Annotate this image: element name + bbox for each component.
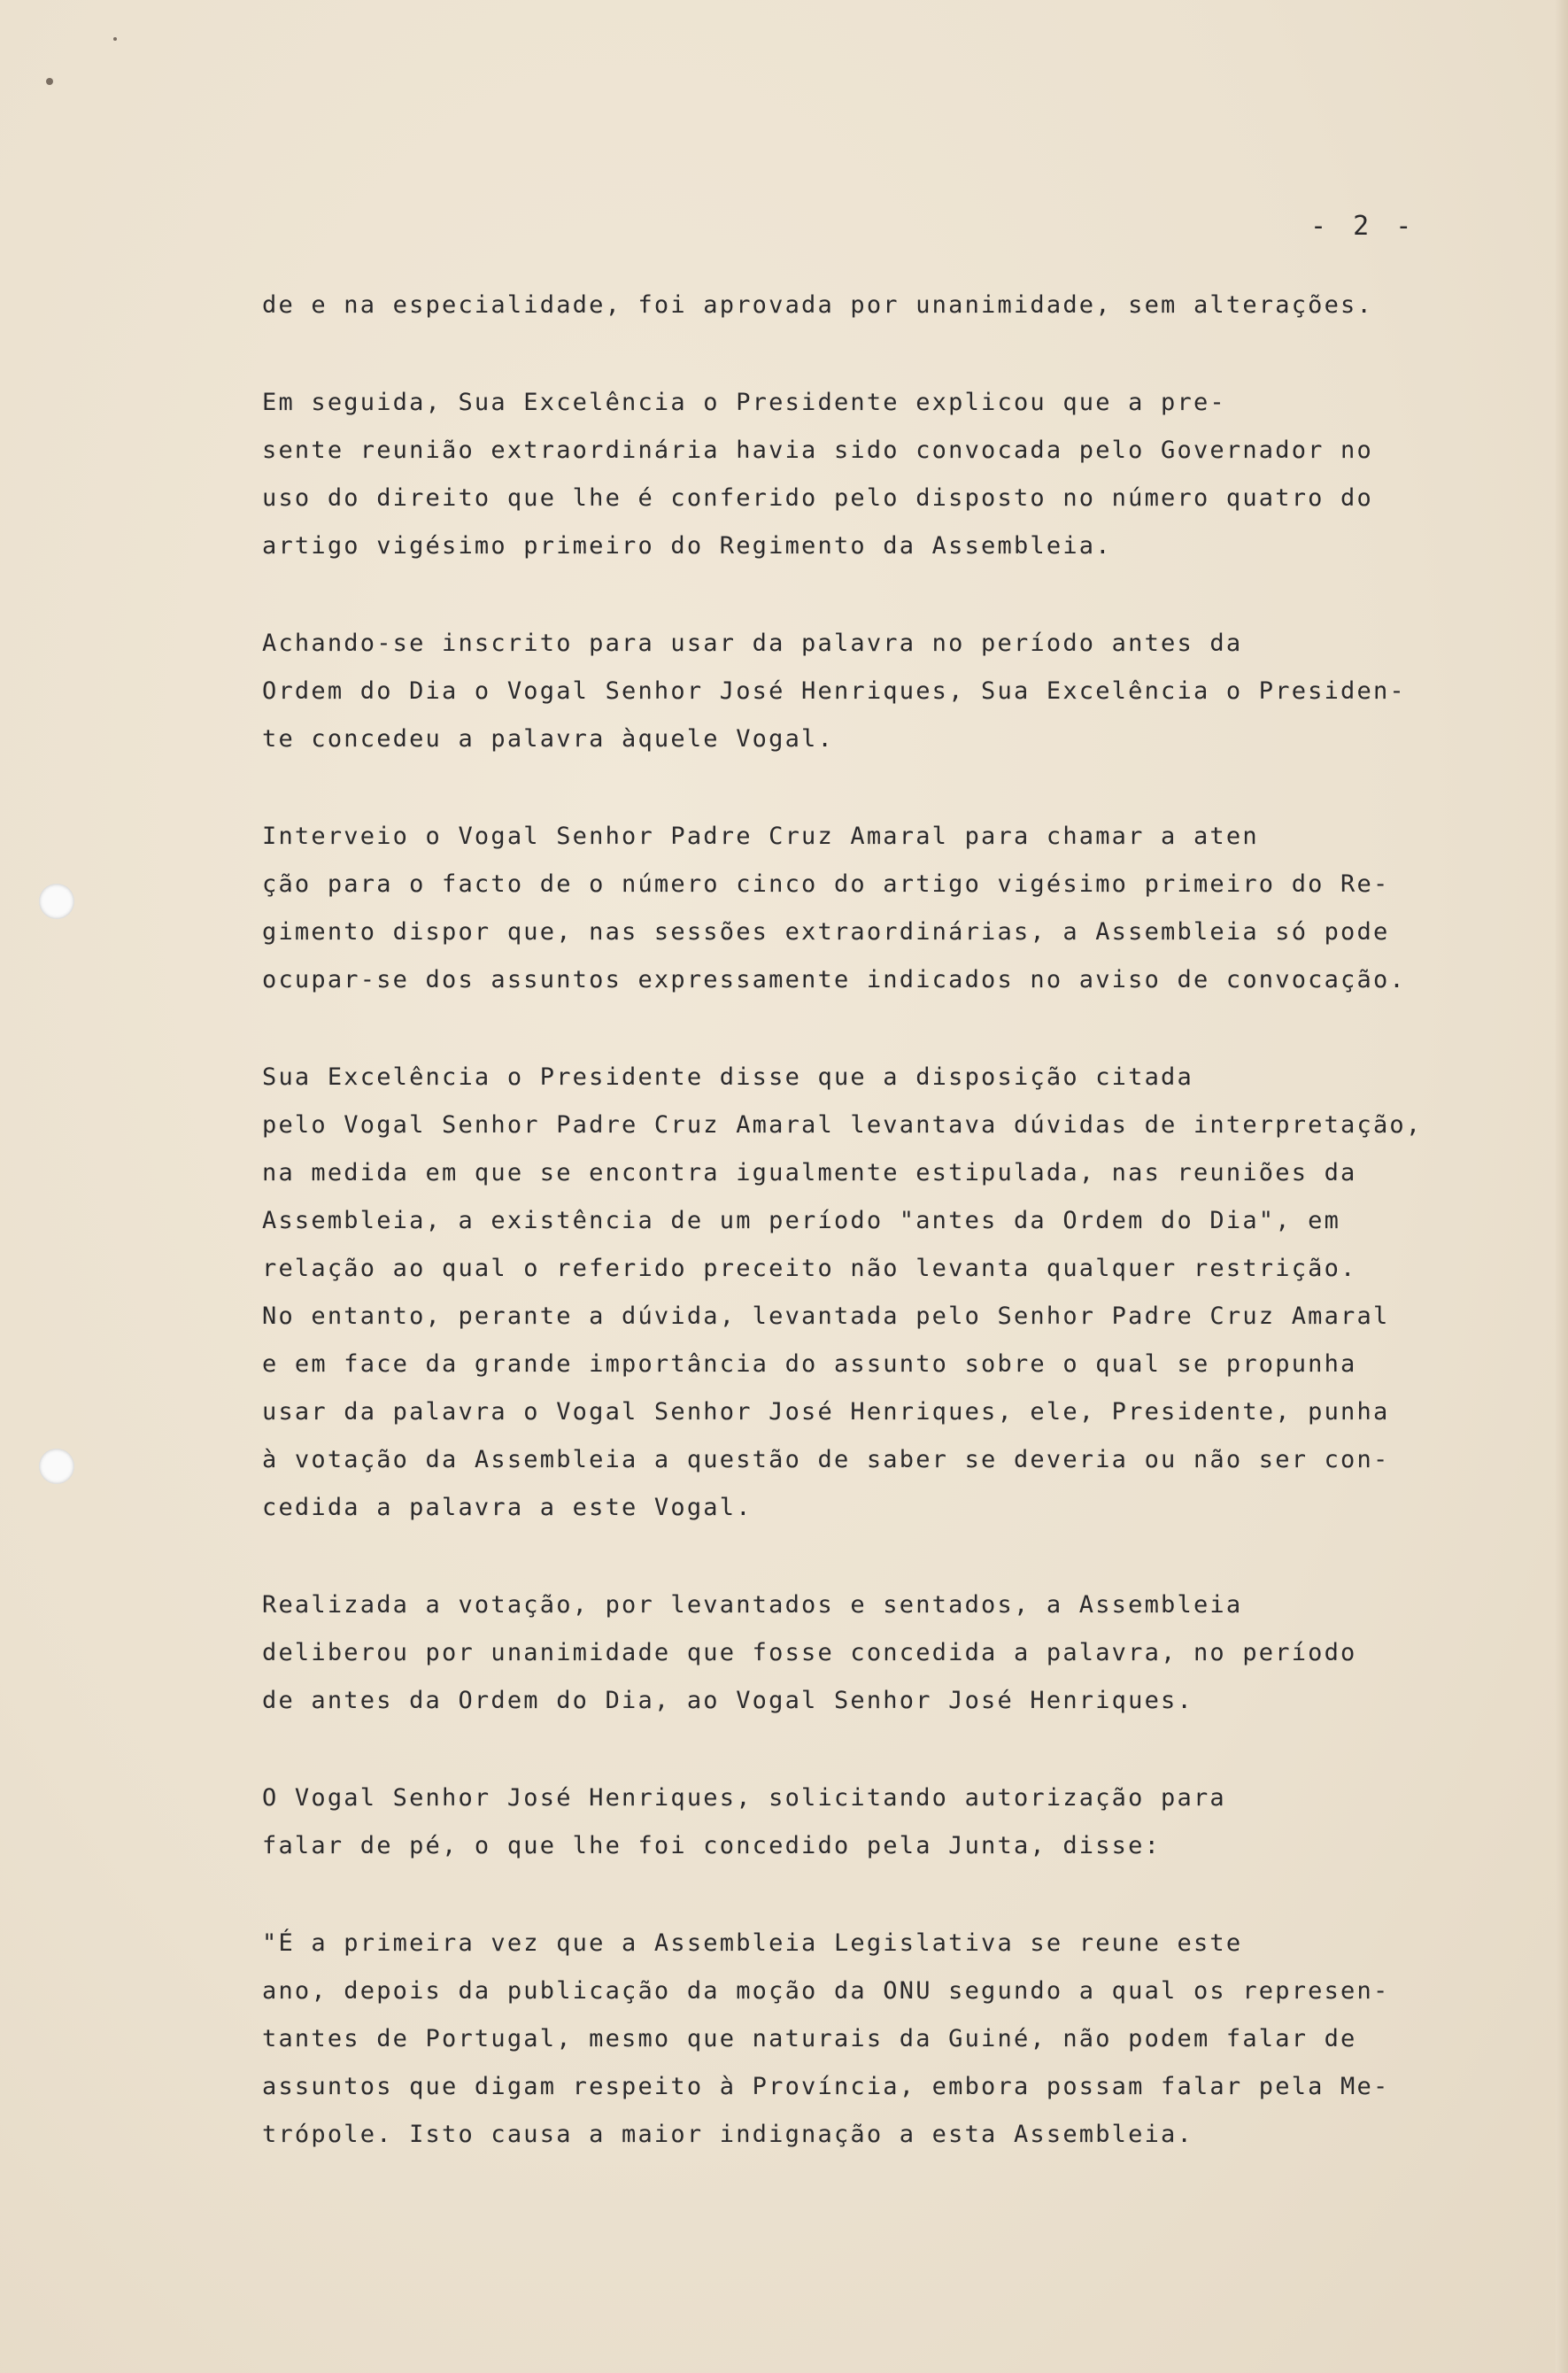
text-line: assuntos que digam respeito à Província, embora possam falar pela Me-	[262, 2073, 1390, 2100]
paragraph	[262, 813, 1502, 1004]
paragraph	[262, 1581, 1502, 1725]
paragraph-gap	[262, 1725, 1502, 1774]
text-line: Assembleia, a existência de um período "antes da Ordem do Dia", em	[262, 1207, 1341, 1234]
paragraph	[262, 620, 1502, 763]
text-line: tantes de Portugal, mesmo que naturais da Guiné, não podem falar de	[262, 2025, 1357, 2052]
text-line: artigo vigésimo primeiro do Regimento da Assembleia.	[262, 532, 1112, 560]
punch-hole-top	[39, 884, 74, 919]
text-line: usar da palavra o Vogal Senhor José Henriques, ele, Presidente, punha	[262, 1398, 1390, 1426]
text-line: cedida a palavra a este Vogal.	[262, 1494, 753, 1521]
text-line: ano, depois da publicação da moção da ONU segundo a qual os represen-	[262, 1977, 1390, 2005]
text-line: te concedeu a palavra àquele Vogal.	[262, 725, 834, 753]
text-line: pelo Vogal Senhor Padre Cruz Amaral levantava dúvidas de interpretação,	[262, 1111, 1423, 1139]
paper-speck	[46, 78, 53, 85]
paper-edge	[1556, 0, 1568, 2373]
text-line: Realizada a votação, por levantados e sentados, a Assembleia	[262, 1591, 1243, 1619]
text-line: O Vogal Senhor José Henriques, solicitando autorização para	[262, 1784, 1226, 1812]
text-line: "É a primeira vez que a Assembleia Legislativa se reune este	[262, 1929, 1243, 1957]
paragraph	[262, 1920, 1502, 2159]
punch-hole-bottom	[39, 1449, 74, 1484]
text-line: à votação da Assembleia a questão de saber se deveria ou não ser con-	[262, 1446, 1390, 1473]
text-line: falar de pé, o que lhe foi concedido pela Junta, disse:	[262, 1832, 1162, 1859]
text-line: trópole. Isto causa a maior indignação a esta Assembleia.	[262, 2121, 1193, 2148]
text-line: Em seguida, Sua Excelência o Presidente explicou que a pre-	[262, 389, 1226, 416]
text-line: Ordem do Dia o Vogal Senhor José Henriques, Sua Excelência o Presiden-	[262, 677, 1406, 705]
text-line: e em face da grande importância do assunto sobre o qual se propunha	[262, 1350, 1357, 1378]
paragraph	[262, 379, 1502, 570]
text-line: ocupar-se dos assuntos expressamente indicados no aviso de convocação.	[262, 966, 1406, 993]
text-line: de antes da Ordem do Dia, ao Vogal Senhor José Henriques.	[262, 1687, 1193, 1714]
text-line: de e na especialidade, foi aprovada por unanimidade, sem alterações.	[262, 291, 1373, 319]
paragraph-gap	[262, 1004, 1502, 1054]
paragraph	[262, 282, 1502, 329]
text-line: sente reunião extraordinária havia sido convocada pelo Governador no	[262, 437, 1373, 464]
text-line: deliberou por unanimidade que fosse concedida a palavra, no período	[262, 1639, 1357, 1666]
paper-speck	[113, 37, 117, 41]
paragraph-gap	[262, 570, 1502, 620]
text-line: uso do direito que lhe é conferido pelo disposto no número quatro do	[262, 484, 1373, 512]
text-line: na medida em que se encontra igualmente estipulada, nas reuniões da	[262, 1159, 1357, 1186]
text-line: gimento dispor que, nas sessões extraordinárias, a Assembleia só pode	[262, 918, 1390, 946]
paragraph-gap	[262, 1532, 1502, 1581]
text-line: Sua Excelência o Presidente disse que a disposição citada	[262, 1063, 1193, 1091]
paragraph-gap	[262, 763, 1502, 813]
text-line: Interveio o Vogal Senhor Padre Cruz Amaral para chamar a aten	[262, 823, 1259, 850]
paragraph-gap	[262, 1870, 1502, 1920]
page-number: - 2 -	[1310, 211, 1417, 242]
text-line: relação ao qual o referido preceito não levanta qualquer restrição.	[262, 1255, 1357, 1282]
text-line: Achando-se inscrito para usar da palavra no período antes da	[262, 630, 1243, 657]
paragraph	[262, 1054, 1502, 1532]
paragraph-gap	[262, 329, 1502, 379]
paragraph	[262, 1774, 1502, 1870]
document-body	[262, 282, 1502, 2159]
text-line: No entanto, perante a dúvida, levantada pelo Senhor Padre Cruz Amaral	[262, 1302, 1390, 1330]
text-line: ção para o facto de o número cinco do artigo vigésimo primeiro do Re-	[262, 870, 1390, 898]
